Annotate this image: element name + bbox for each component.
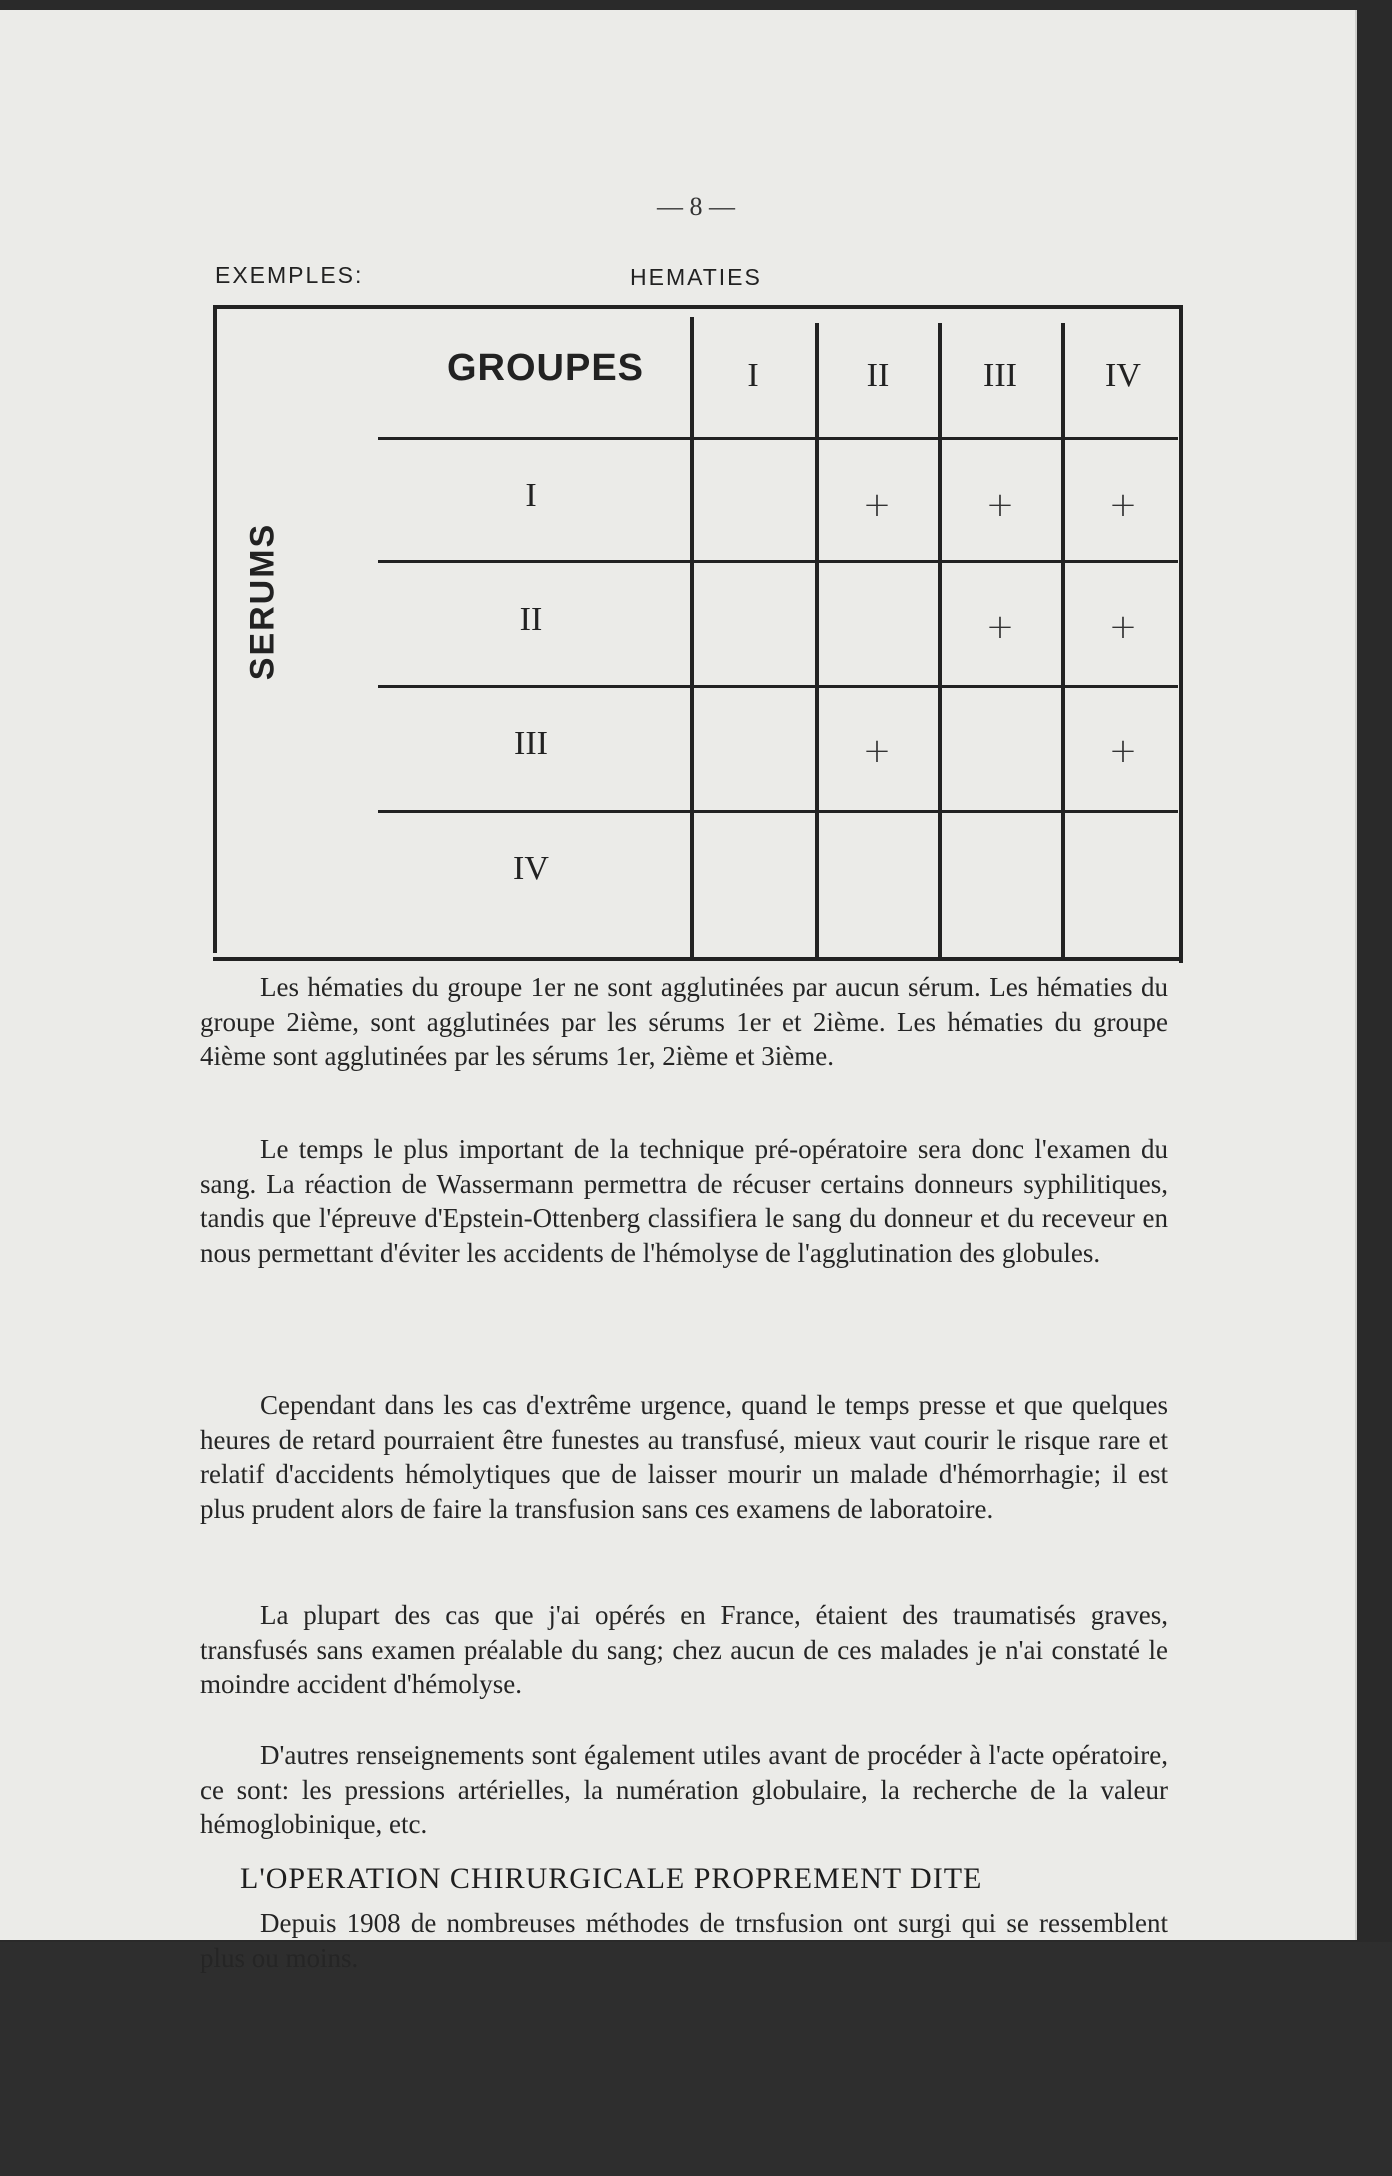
hematies-label: HEMATIES (630, 264, 762, 290)
table-cell: + (985, 485, 1015, 525)
table-cell: + (1108, 485, 1138, 525)
paragraph-text: La plupart des cas que j'ai opérés en France, étaient des traumatisés graves, transfusés sans examen préalable du sang; chez aucun de ces malades je n'ai constaté le moindre accident d'hémolyse. (200, 1600, 1168, 1699)
paragraph (200, 1388, 1168, 1526)
paragraph-text: Le temps le plus important de la technique pré-opératoire sera donc l'examen du sang. La réaction de Wassermann permettra de récuser certains donneurs syphilitiques, tandis que l'épreuve d'Epstein-Ottenberg classifiera le sang du donneur et du receveur en nous permettant d'éviter les accidents de l'hémolyse de l'agglutination des globules. (200, 1134, 1168, 1268)
paragraph (200, 1598, 1168, 1702)
table-border-left (213, 305, 217, 953)
column-separator (690, 317, 694, 957)
table-cell: + (985, 607, 1015, 647)
table-border-top (213, 305, 1183, 309)
table-cell: + (862, 731, 892, 771)
paragraph-text: D'autres renseignements sont également utiles avant de procéder à l'acte opératoire, ce sont: les pressions artérielles, la numération globulaire, la recherche de la valeur hémoglobinique, etc. (200, 1740, 1168, 1839)
paragraph-text: Cependant dans les cas d'extrême urgence, quand le temps presse et que quelques heures de retard pourraient être funestes au transfusé, mieux vaut courir le risque rare et relatif d'accidents hémolytiques que de laisser mourir un malade d'hémorrhagie; il est plus prudent alors de faire la transfusion sans ces examens de laboratoire. (200, 1390, 1168, 1524)
paragraph-text: Les hématies du groupe 1er ne sont agglutinées par aucun sérum. Les hématies du groupe 2ième, sont agglutinées par les sérums 1er et 2ième. Les hématies du groupe 4ième sont agglutinées par les sérums 1er, 2ième et 3ième. (200, 972, 1168, 1071)
row-separator (378, 560, 1178, 563)
column-separator (1061, 323, 1065, 957)
paragraph (200, 1738, 1168, 1842)
column-header: IV (1105, 357, 1141, 394)
paragraph (200, 970, 1168, 1074)
column-separator (815, 323, 819, 957)
row-header: II (519, 601, 543, 638)
column-header: I (747, 357, 759, 394)
paragraph (200, 1906, 1168, 1975)
row-separator (378, 685, 1178, 688)
column-header: II (866, 357, 890, 394)
serums-side-label: SERUMS (243, 522, 282, 681)
table-cell: + (1108, 607, 1138, 647)
row-separator (378, 437, 1178, 440)
row-header: III (514, 725, 548, 762)
row-header: IV (513, 850, 549, 887)
table-cell: + (862, 485, 892, 525)
column-separator (938, 323, 942, 957)
table-border-bottom (213, 957, 1183, 961)
table-border-right (1179, 305, 1183, 963)
page-number: — 8 — (657, 192, 735, 221)
table-cell: + (1108, 731, 1138, 771)
section-heading: L'OPERATION CHIRURGICALE PROPREMENT DITE (240, 1862, 983, 1895)
paragraph (200, 1132, 1168, 1270)
row-header: I (525, 477, 537, 514)
paragraph-text: Depuis 1908 de nombreuses méthodes de trnsfusion ont surgi qui se ressemblent plus ou moins. (200, 1908, 1168, 1973)
scan-bottom-margin (0, 1942, 1392, 2176)
column-header: III (983, 357, 1017, 394)
blood-group-table (213, 305, 1183, 963)
groupes-header: GROUPES (446, 347, 645, 389)
examples-label: EXEMPLES: (215, 262, 364, 288)
row-separator (378, 810, 1178, 813)
